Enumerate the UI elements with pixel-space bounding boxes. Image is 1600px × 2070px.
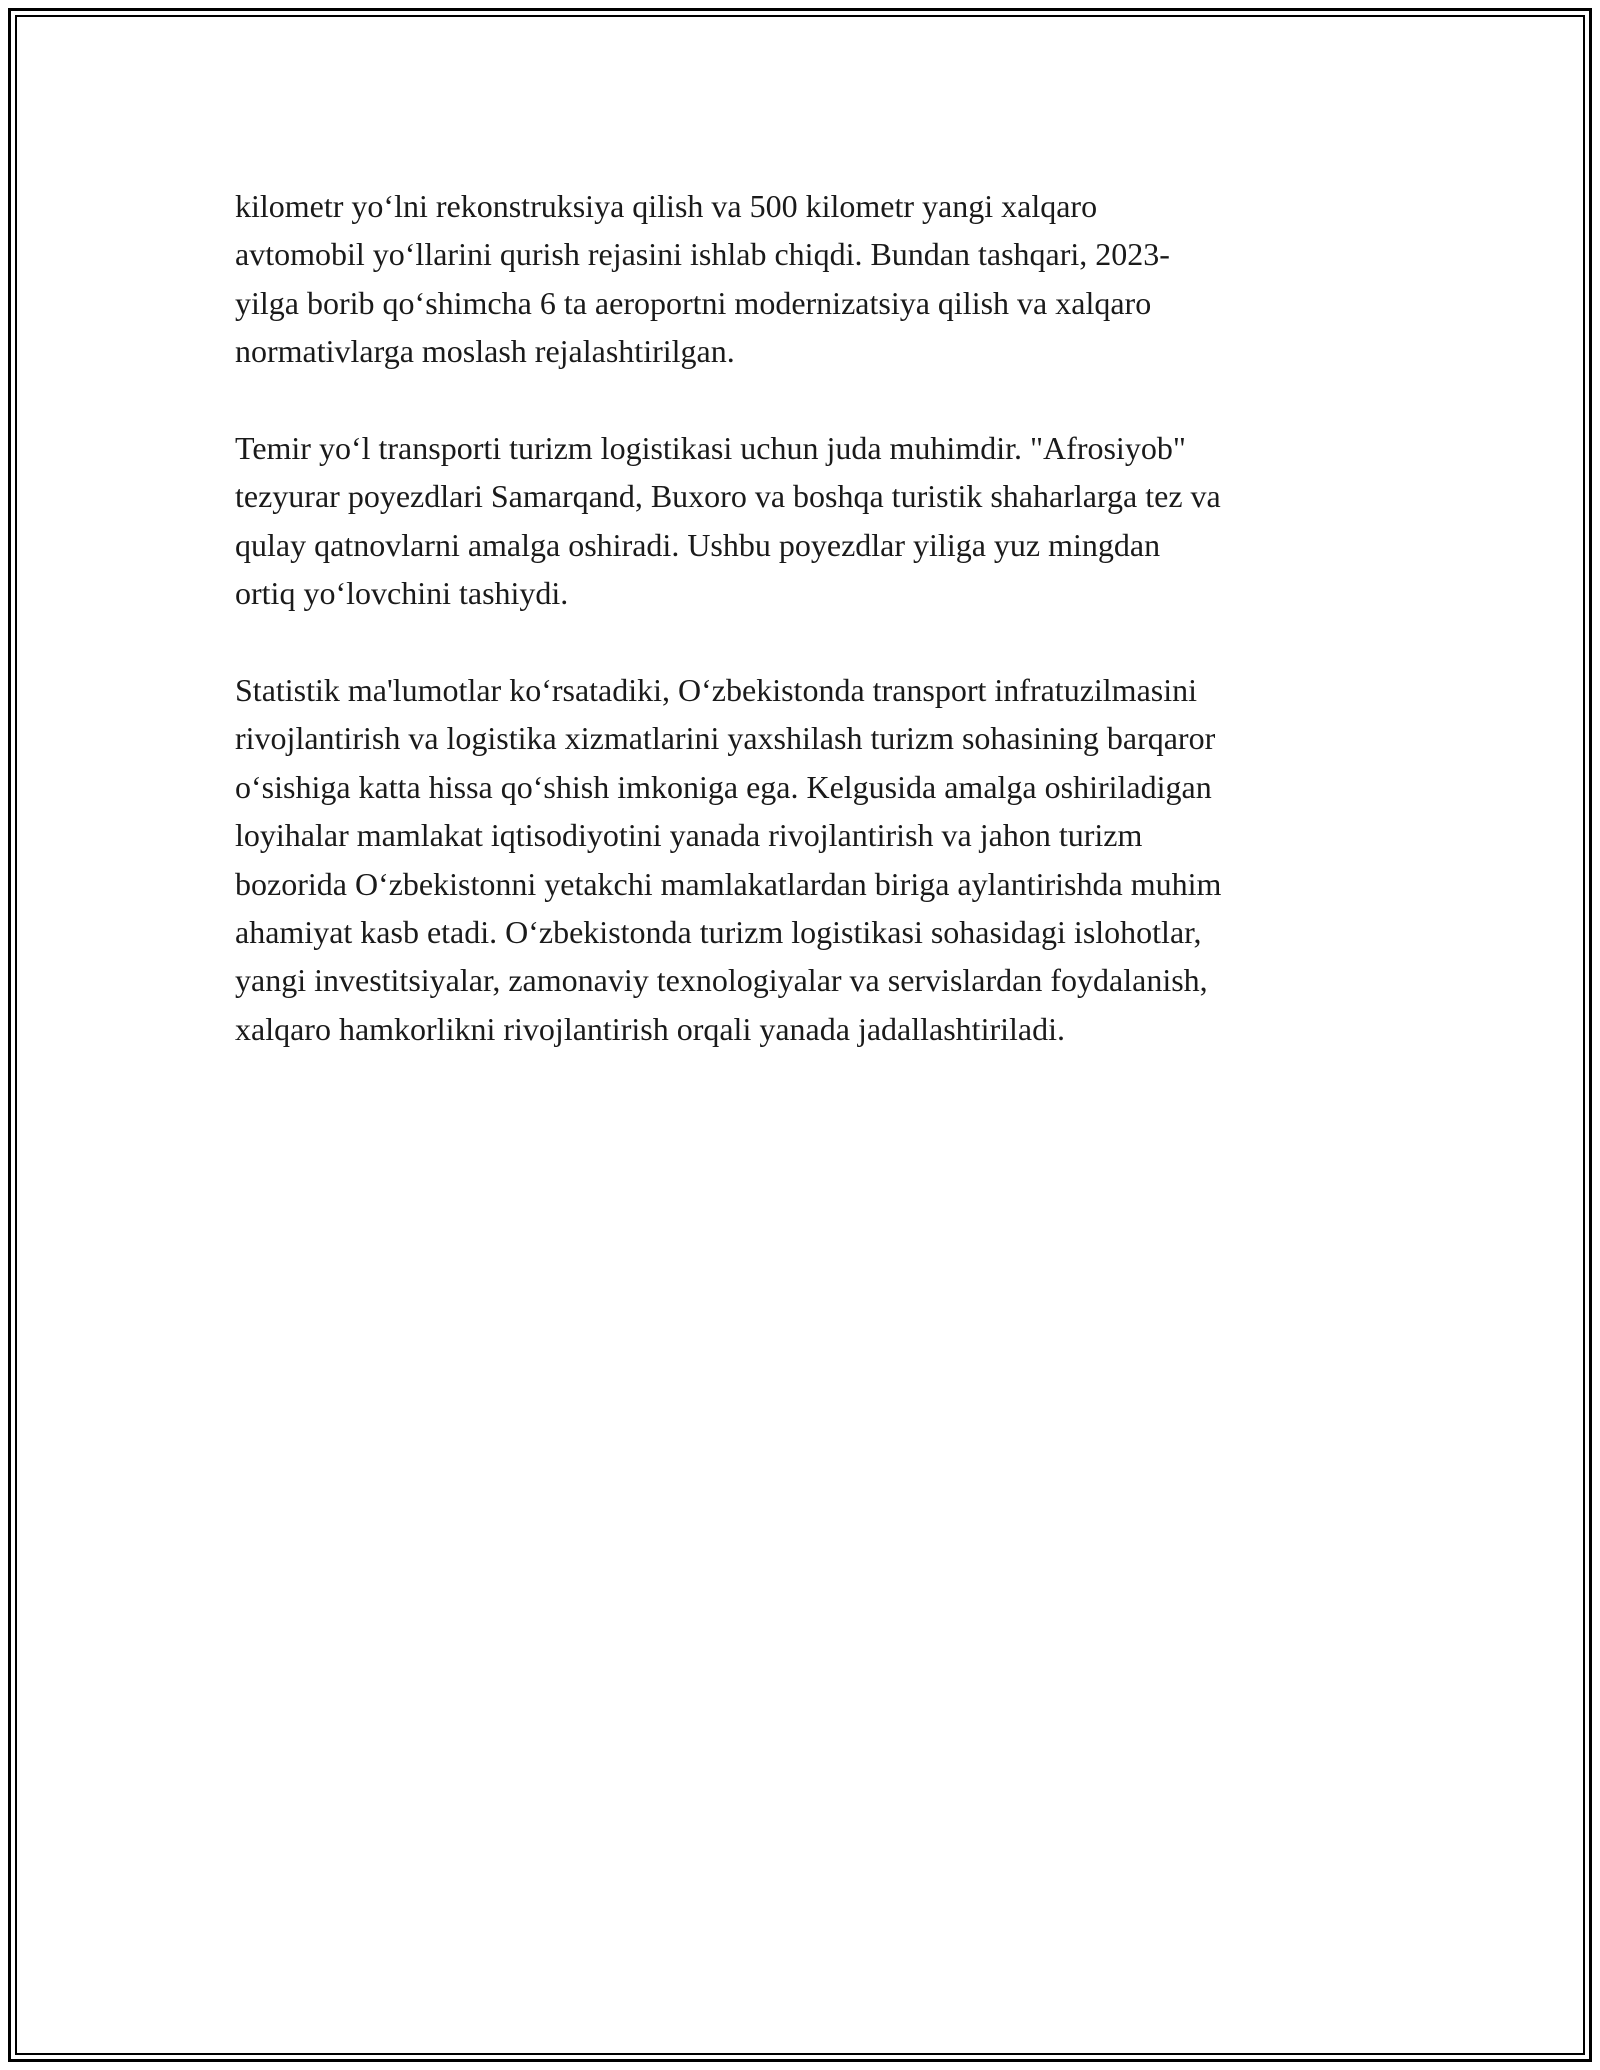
paragraph-statistics-conclusion: Statistik ma'lumotlar ko‘rsatadiki, O‘zbekistonda transport infratuzilmasini rivojlantirish va logistika xizmatlarini yaxshilash turizm sohasining barqaror o‘sishiga katta hissa qo‘shish imkoniga ega. Kelgusida amalga oshiriladigan loyihalar mamlakat iqtisodiyotini yanada rivojlantirish va jahon turizm bozorida O‘zbekistonni yetakchi mamlakatlardan biriga aylantirishda muhim ahamiyat kasb etadi. O‘zbekistonda turizm logistikasi sohasidagi islohotlar, yangi investitsiyalar, zamonaviy texnologiyalar va servislardan foydalanish, xalqaro hamkorlikni rivojlantirish orqali yanada jadallashtiriladi. — [235, 672, 1222, 1047]
paragraph-rail-transport: Temir yo‘l transporti turizm logistikasi uchun juda muhimdir. "Afrosiyob" tezyurar poyezdlari Samarqand, Buxoro va boshqa turistik shaharlarga tez va qulay qatnovlarni amalga oshiradi. Ushbu poyezdlar yiliga yuz mingdan ortiq yo‘lovchini tashiydi. — [235, 430, 1221, 612]
document-body — [235, 182, 1385, 1102]
paragraph-infrastructure-plans: kilometr yo‘lni rekonstruksiya qilish va 500 kilometr yangi xalqaro avtomobil yo‘llarini qurish rejasini ishlab chiqdi. Bundan tashqari, 2023- yilga borib qo‘shimcha 6 ta aeroportni modernizatsiya qilish va xalqaro normativlarga moslash rejalashtirilgan. — [235, 188, 1170, 370]
